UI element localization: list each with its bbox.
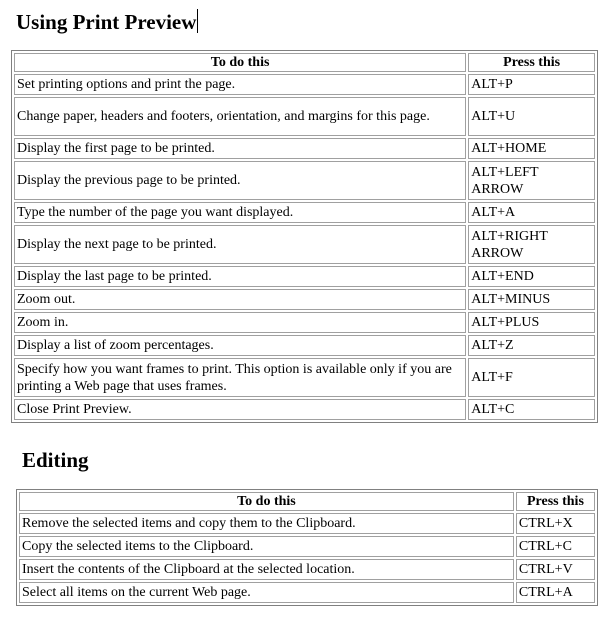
shortcut-cell: ALT+END (468, 266, 595, 287)
shortcut-cell: CTRL+X (516, 513, 595, 534)
action-cell: Remove the selected items and copy them to the Clipboard. (19, 513, 514, 534)
action-cell: Zoom out. (14, 289, 466, 310)
table-row (14, 202, 595, 223)
table-header-row (19, 492, 595, 511)
action-cell: Display the last page to be printed. (14, 266, 466, 287)
section-title-editing: Editing (22, 448, 89, 472)
shortcut-cell: ALT+P (468, 74, 595, 95)
shortcut-cell: ALT+HOME (468, 138, 595, 159)
table-row (14, 161, 595, 200)
column-header-action: To do this (14, 53, 466, 72)
shortcut-cell: ALT+MINUS (468, 289, 595, 310)
shortcut-cell: ALT+LEFT ARROW (468, 161, 595, 200)
table-header-row (14, 53, 595, 72)
editing-shortcuts-table (16, 489, 598, 606)
action-cell: Insert the contents of the Clipboard at the selected location. (19, 559, 514, 580)
action-cell: Copy the selected items to the Clipboard. (19, 536, 514, 557)
table-row (14, 399, 595, 420)
shortcut-cell: ALT+F (468, 358, 595, 397)
table-row (14, 74, 595, 95)
column-header-keys: Press this (468, 53, 595, 72)
table-row (14, 335, 595, 356)
action-cell: Select all items on the current Web page. (19, 582, 514, 603)
shortcut-cell: ALT+A (468, 202, 595, 223)
action-cell: Close Print Preview. (14, 399, 466, 420)
table-row (14, 138, 595, 159)
table-row (14, 225, 595, 264)
table-row (14, 97, 595, 136)
shortcut-cell: CTRL+A (516, 582, 595, 603)
column-header-action: To do this (19, 492, 514, 511)
table-row (14, 312, 595, 333)
table-body (19, 513, 595, 603)
table-row (14, 289, 595, 310)
table-row (19, 513, 595, 534)
shortcut-cell: CTRL+V (516, 559, 595, 580)
table-row (14, 266, 595, 287)
table-row (19, 559, 595, 580)
shortcut-cell: ALT+PLUS (468, 312, 595, 333)
section-title-print-preview (16, 9, 198, 33)
table-body (14, 74, 595, 420)
table-row (14, 358, 595, 397)
action-cell: Display the first page to be printed. (14, 138, 466, 159)
action-cell: Display a list of zoom percentages. (14, 335, 466, 356)
shortcut-cell: ALT+U (468, 97, 595, 136)
action-cell: Zoom in. (14, 312, 466, 333)
table-row (19, 536, 595, 557)
section-title-text: Using Print Preview (16, 10, 197, 34)
print-preview-shortcuts-table (11, 50, 598, 423)
shortcut-cell: CTRL+C (516, 536, 595, 557)
action-cell: Display the next page to be printed. (14, 225, 466, 264)
shortcut-cell: ALT+C (468, 399, 595, 420)
table-row (19, 582, 595, 603)
shortcut-cell: ALT+RIGHT ARROW (468, 225, 595, 264)
action-cell: Specify how you want frames to print. This option is available only if you are printing a Web page that uses frames. (14, 358, 466, 397)
action-cell: Type the number of the page you want displayed. (14, 202, 466, 223)
text-cursor (197, 9, 198, 33)
action-cell: Set printing options and print the page. (14, 74, 466, 95)
action-cell: Display the previous page to be printed. (14, 161, 466, 200)
shortcut-cell: ALT+Z (468, 335, 595, 356)
action-cell: Change paper, headers and footers, orientation, and margins for this page. (14, 97, 466, 136)
column-header-keys: Press this (516, 492, 595, 511)
